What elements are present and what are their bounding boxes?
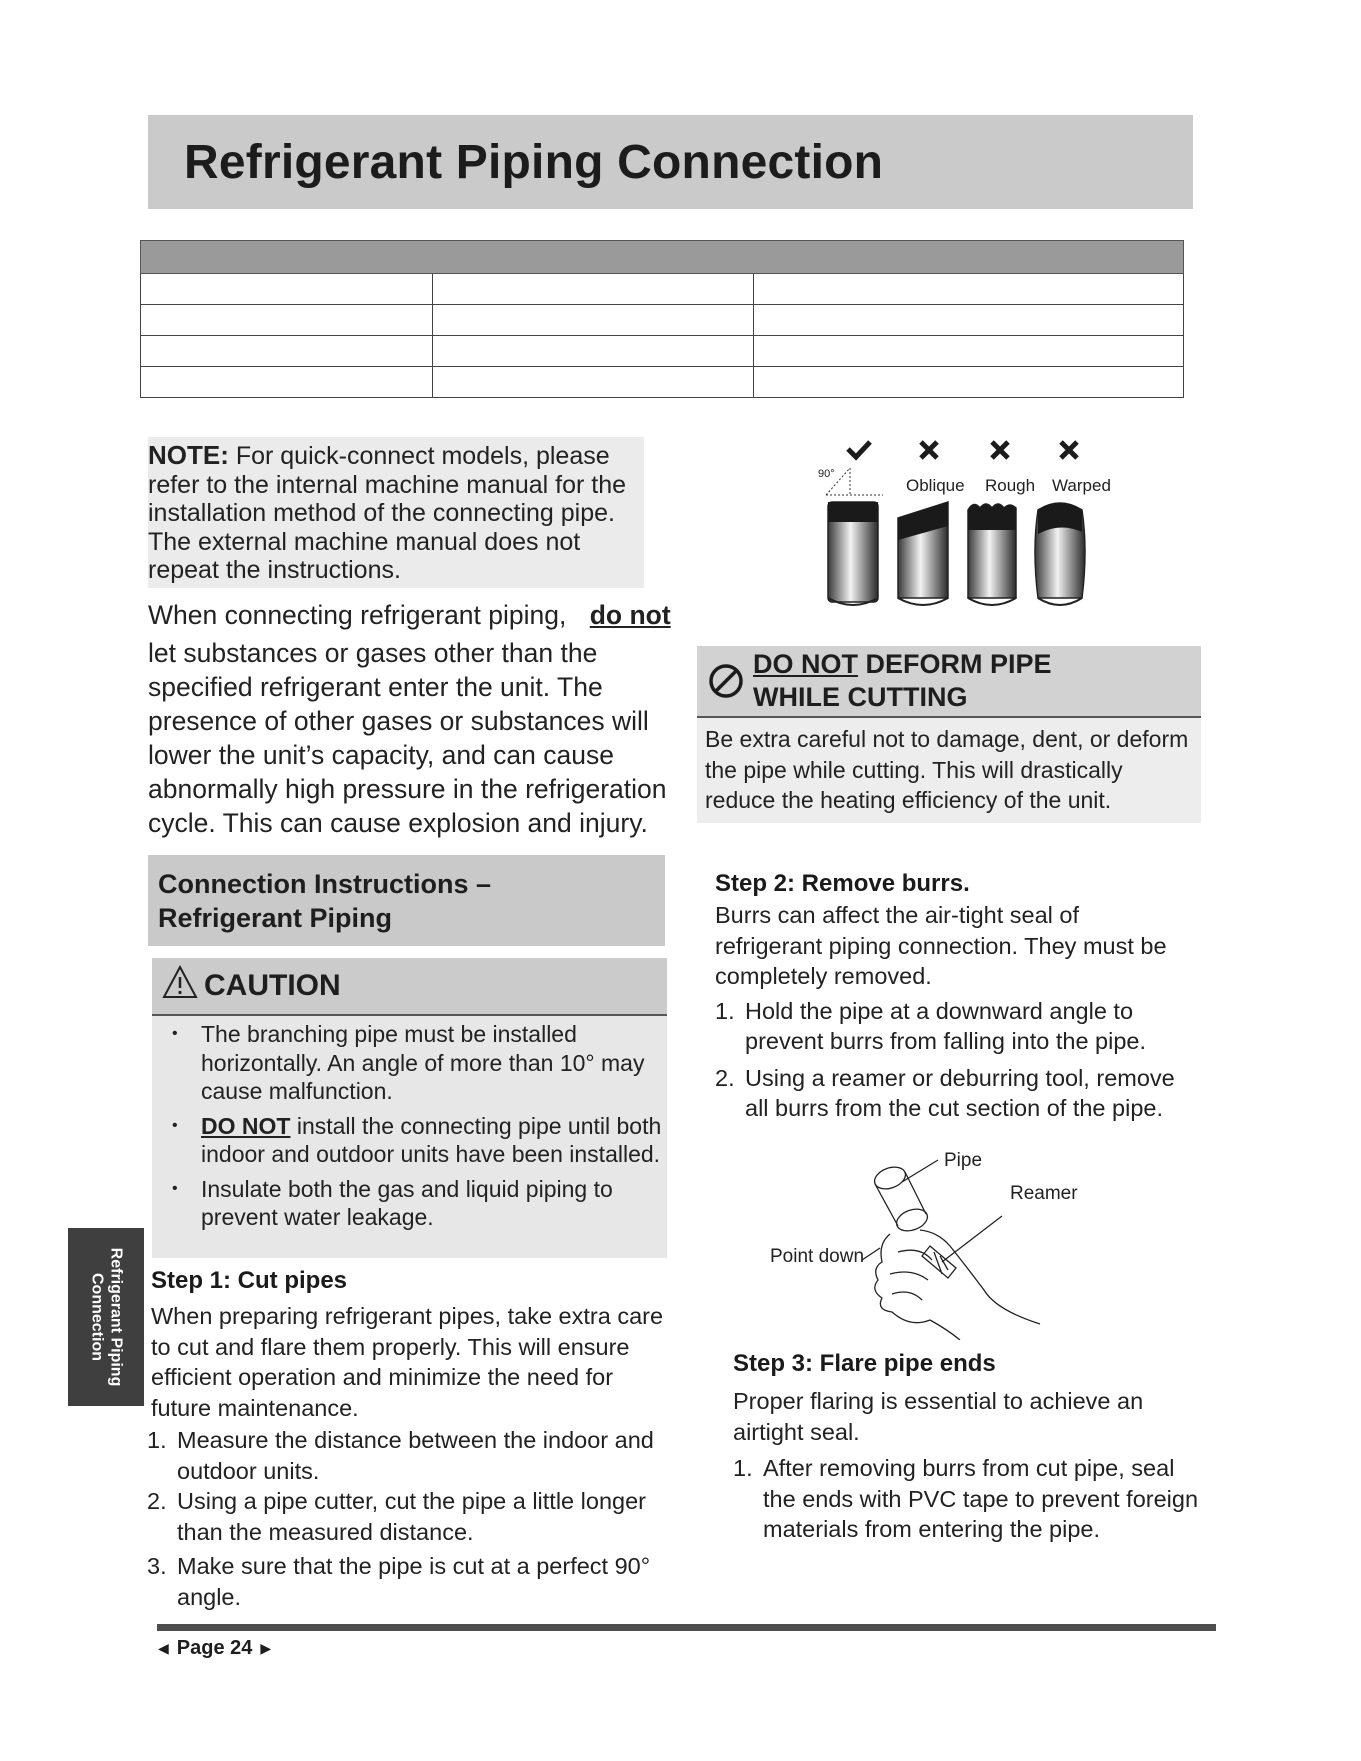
list-number: 1. (715, 997, 735, 1024)
step3-title: Step 3: Flare pipe ends (733, 1350, 996, 1377)
reamer-label: Reamer (1010, 1183, 1078, 1204)
prev-page-icon[interactable]: ◀ (158, 1640, 169, 1656)
table-cell (754, 305, 1184, 336)
list-item (147, 1486, 671, 1547)
caution-item-text: The branching pipe must be installed horizontally. An angle of more than 10° may cause malfunction. (201, 1021, 645, 1104)
table-header-row (141, 241, 1184, 274)
step2-section (715, 870, 1185, 1124)
point-down-label: Point down (770, 1246, 865, 1267)
step2-list (715, 996, 1185, 1124)
table-cell (433, 274, 754, 305)
cross-icon (921, 442, 937, 458)
list-number: 2. (715, 1064, 735, 1091)
deform-text: Be extra careful not to damage, dent, or deform the pipe while cutting. This will drastically reduce the heating efficiency of the unit. (705, 726, 1189, 813)
connection-heading-line1: Connection Instructions – (158, 869, 492, 899)
table-cell (433, 305, 754, 336)
cross-icon (1061, 442, 1077, 458)
warning-paragraph (148, 598, 683, 840)
pipe-cut-illustration (810, 430, 1130, 620)
table-header-cell (141, 241, 1184, 274)
rough-label: Rough (985, 476, 1036, 495)
step2-intro: Burrs can affect the air-tight seal of refrigerant piping connection. They must be completely removed. (715, 902, 1167, 989)
deform-header (697, 646, 1201, 718)
list-number: 3. (147, 1553, 167, 1579)
spec-table (140, 240, 1184, 398)
table-row (141, 367, 1184, 398)
table-cell (754, 367, 1184, 398)
list-item (147, 1425, 671, 1486)
note-box (148, 437, 644, 588)
list-text: Using a pipe cutter, cut the pipe a little longer than the measured distance. (177, 1488, 646, 1545)
step3-intro: Proper flaring is essential to achieve an airtight seal. (733, 1388, 1144, 1445)
warning-intro: When connecting refrigerant piping, (148, 600, 574, 630)
caution-item-bold: DO NOT (201, 1112, 291, 1139)
step1-title: Step 1: Cut pipes (151, 1267, 348, 1294)
warning-do-not: do not (589, 600, 671, 630)
list-text: Make sure that the pipe is cut at a perfect 90° angle. (177, 1553, 651, 1610)
pipe-label: Pipe (944, 1150, 983, 1171)
table-row (141, 305, 1184, 336)
table-row (141, 336, 1184, 367)
caution-header (152, 958, 667, 1016)
list-item (715, 996, 1185, 1057)
list-text: Hold the pipe at a downward angle to prevent burrs from falling into the pipe. (745, 997, 1147, 1054)
warped-label: Warped (1052, 476, 1111, 495)
oblique-label: Oblique (906, 476, 965, 495)
step3-section (733, 1350, 1203, 1545)
table-cell (433, 367, 754, 398)
step3-list (733, 1453, 1203, 1545)
table-cell (141, 274, 433, 305)
table-row (141, 274, 1184, 305)
list-item (715, 1063, 1185, 1124)
angle-label: 90° (818, 468, 835, 480)
list-number: 1. (733, 1455, 753, 1481)
table-cell (754, 336, 1184, 367)
list-item (152, 1175, 667, 1232)
caution-item-text: Insulate both the gas and liquid piping to prevent water leakage. (201, 1175, 613, 1230)
deform-warning-box (697, 646, 1201, 823)
bullet: • (172, 1116, 178, 1134)
sidebar-section-tab (68, 1228, 144, 1406)
table-cell (141, 305, 433, 336)
step1-list (147, 1425, 671, 1612)
page-title: Refrigerant Piping Connection (184, 135, 884, 189)
list-item (152, 1112, 667, 1169)
table-cell (754, 274, 1184, 305)
connection-heading-line2: Refrigerant Piping (158, 903, 393, 933)
connection-instructions-heading (148, 855, 665, 946)
footer-rule (157, 1624, 1216, 1631)
caution-item-text: install the connecting pipe until both indoor and outdoor units have been installed. (201, 1112, 662, 1167)
list-text: After removing burrs from cut pipe, seal the ends with PVC tape to prevent foreign materials from entering the pipe. (763, 1455, 1199, 1542)
check-icon (848, 442, 870, 457)
step1-section (147, 1267, 671, 1612)
table-cell (141, 367, 433, 398)
next-page-icon[interactable]: ▶ (260, 1640, 272, 1656)
prohibited-icon (707, 662, 745, 700)
caution-list (152, 1016, 667, 1232)
table-cell (433, 336, 754, 367)
page-number: Page 24 (176, 1637, 253, 1659)
caution-title: CAUTION (204, 969, 341, 1002)
page-navigation (158, 1637, 271, 1660)
list-item (147, 1551, 671, 1612)
list-number: 1. (147, 1427, 167, 1453)
note-label: NOTE: (148, 440, 229, 470)
list-item (152, 1020, 667, 1106)
warning-text: let substances or gases other than the specified refrigerant enter the unit. The presence of other gases or substances will lower the unit’s capacity, and can cause abnormally high pressure in the refrigeration cycle. This can cause explosion and injury. (148, 638, 667, 838)
deform-title-line2: WHILE CUTTING (753, 682, 968, 712)
deform-title-underlined: DO NOT (753, 649, 858, 679)
step1-intro: When preparing refrigerant pipes, take extra care to cut and flare them properly. This will ensure efficient operation and minimize the need for future maintenance. (151, 1303, 664, 1421)
deform-title-rest: DEFORM PIPE (858, 649, 1052, 679)
list-number: 2. (147, 1488, 167, 1514)
pipe-cut-diagram (810, 430, 1130, 620)
list-text: Measure the distance between the indoor and outdoor units. (177, 1427, 654, 1484)
caution-box (152, 958, 667, 1258)
reamer-illustration (770, 1150, 1100, 1340)
list-text: Using a reamer or deburring tool, remove all burrs from the cut section of the pipe. (745, 1064, 1175, 1121)
step2-title: Step 2: Remove burrs. (715, 870, 970, 897)
bullet: • (172, 1179, 178, 1197)
note-text: For quick-connect models, please refer to the internal machine manual for the installation method of the connecting pipe. The external machine manual does not repeat the instructions. (148, 442, 627, 585)
list-item (733, 1453, 1203, 1545)
bullet: • (172, 1025, 178, 1042)
table-cell (141, 336, 433, 367)
sidebar-tab-line2: Connection (88, 1273, 105, 1361)
cross-icon (992, 442, 1008, 458)
page-title-bar (148, 115, 1193, 209)
warning-triangle-icon (162, 965, 204, 1007)
sidebar-tab-line1: Refrigerant Piping (107, 1247, 124, 1387)
reamer-diagram (770, 1150, 1100, 1340)
